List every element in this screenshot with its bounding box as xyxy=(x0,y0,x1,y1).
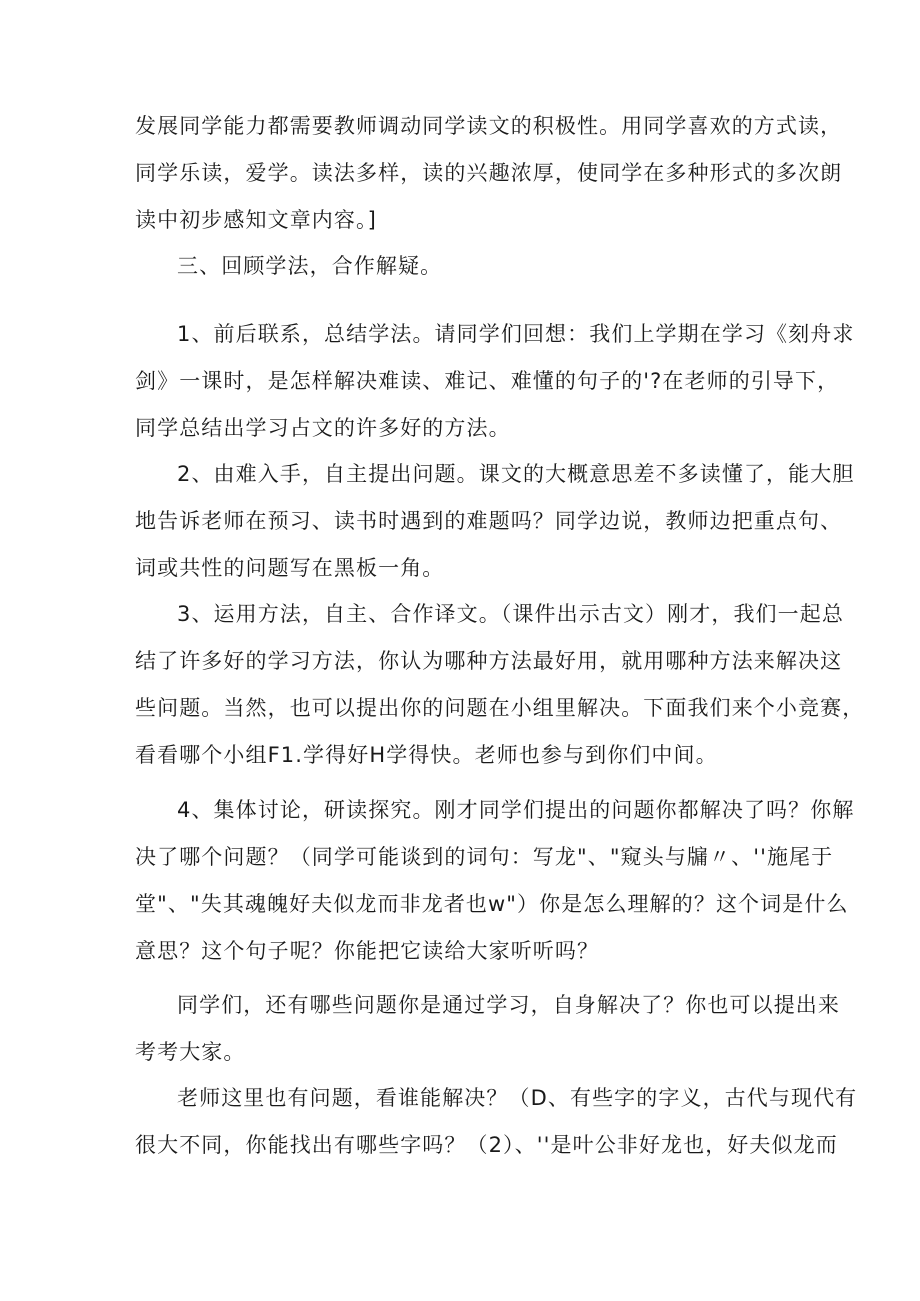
paragraph-reading-summary xyxy=(135,103,843,244)
text-line: 剑》一课时，是怎样解决难读、难记、难懂的句子的'?在老师的引导下， xyxy=(135,369,840,393)
text-line: 2、由难入手，自主提出问题。课文的大概意思差不多读懂了，能大胆 xyxy=(177,462,855,486)
text-line: 3、运用方法，自主、合作译文。（课件出示古文）刚才，我们一起总 xyxy=(177,602,844,626)
paragraph-self-solved xyxy=(135,982,840,1076)
text-line: 1、前后联系，总结学法。请同学们回想：我们上学期在学习《刻舟求 xyxy=(177,322,855,346)
text-line: 同学乐读，爱学。读法多样，读的兴趣浓厚，使同学在多种形式的多次朗 xyxy=(135,161,843,185)
text-line: 很大不同，你能找出有哪些字吗？（2）、''是叶公非好龙也，好夫似龙而 xyxy=(135,1133,838,1157)
section-heading-3 xyxy=(135,243,795,290)
paragraph-step-1 xyxy=(135,311,855,452)
text-line: 决了哪个问题？（同学可能谈到的词句：写龙"、"窥头与牖〃、''施尾于 xyxy=(135,845,834,869)
heading-line: 三、回顾学法，合作解疑。 xyxy=(177,254,443,278)
text-line: 地告诉老师在预习、读书时遇到的难题吗？同学边说，教师边把重点句、 xyxy=(135,509,843,533)
text-line: 老师这里也有问题，看谁能解决？（D、有些字的字义，古代与现代有 xyxy=(177,1086,858,1110)
text-line: 意思？这个句子呢？你能把它读给大家听听吗？ xyxy=(135,939,600,963)
text-line: 堂"、"失其魂魄好夫似龙而非龙者也w"）你是怎么理解的？这个词是什么 xyxy=(135,892,849,916)
text-line: 些问题。当然，也可以提出你的问题在小组里解决。下面我们来个小竞赛， xyxy=(135,696,865,720)
text-line: 结了许多好的学习方法，你认为哪种方法最好用，就用哪种方法来解决这 xyxy=(135,649,843,673)
text-line: 同学们，还有哪些问题你是通过学习，自身解决了？你也可以提出来 xyxy=(177,993,840,1017)
text-line: 考考大家。 xyxy=(135,1040,246,1064)
text-line: 看看哪个小组F1.学得好H学得快。老师也参与到你们中间。 xyxy=(135,743,718,767)
paragraph-teacher-question xyxy=(135,1075,858,1169)
text-line: 词或共性的问题写在黑板一角。 xyxy=(135,556,445,580)
paragraph-step-4 xyxy=(135,787,855,975)
text-line: 读中初步感知文章内容。] xyxy=(135,208,377,232)
text-line: 4、集体讨论，研读探究。刚才同学们提出的问题你都解决了吗？你解 xyxy=(177,798,855,822)
paragraph-step-3 xyxy=(135,591,865,779)
text-line: 同学总结出学习占文的许多好的方法。 xyxy=(135,416,511,440)
paragraph-step-2 xyxy=(135,451,855,592)
text-line: 发展同学能力都需要教师调动同学读文的积极性。用同学喜欢的方式读， xyxy=(135,114,843,138)
